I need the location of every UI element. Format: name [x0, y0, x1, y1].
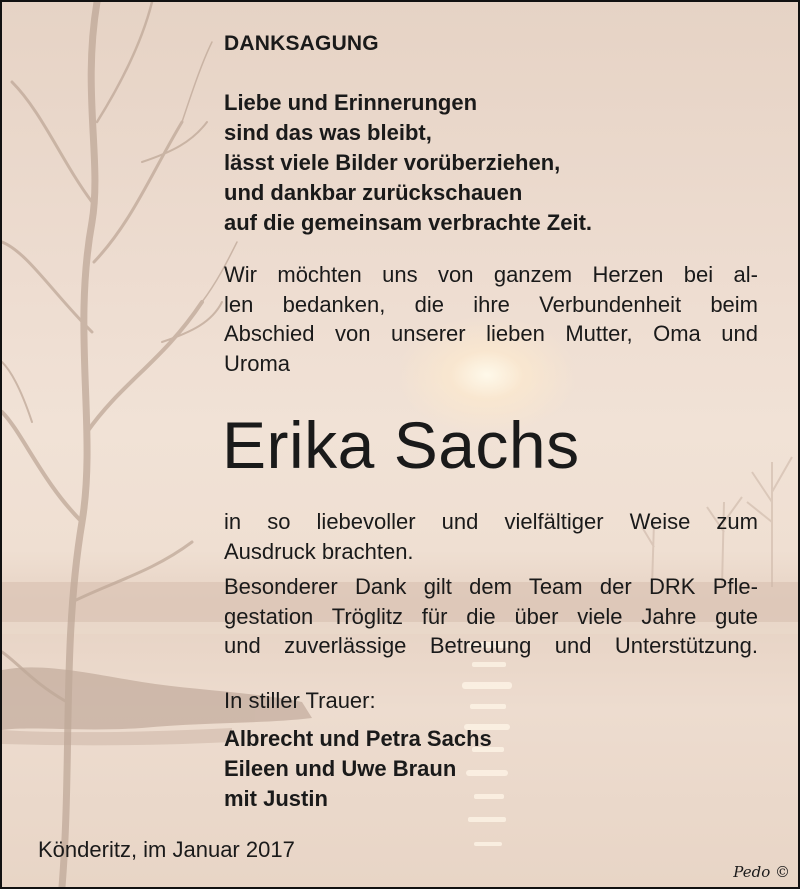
publisher-mark: Pedo © — [733, 863, 790, 881]
intro-line: Wir möchten uns von ganzem Herzen bei al- — [224, 262, 758, 287]
thanks-continuation — [224, 507, 758, 566]
mourner-name: Eileen und Uwe Braun — [224, 756, 457, 781]
continuation-line: in so liebevoller und vielfältiger Weise zum — [224, 509, 758, 534]
mourner-name: Albrecht und Petra Sachs — [224, 726, 492, 751]
poem-line: auf die gemeinsam verbrachte Zeit. — [224, 210, 593, 235]
deceased-name: Erika Sachs — [222, 408, 580, 482]
continuation-line: Ausdruck brachten. — [224, 538, 414, 564]
thanks-intro — [224, 260, 758, 378]
place-date: Könderitz, im Januar 2017 — [38, 837, 295, 862]
poem-line: lässt viele Bilder vorüberziehen, — [224, 150, 561, 175]
poem-line: Liebe und Erinnerungen — [224, 90, 478, 115]
notice-heading: DANKSAGUNG — [224, 32, 379, 55]
special-thanks-line: gestation Tröglitz für die über viele Jahre gute — [224, 603, 758, 629]
special-thanks-line: Besonderer Dank gilt dem Team der DRK Pfle- — [224, 574, 758, 599]
intro-line: Abschied von unserer lieben Mutter, Oma und — [224, 321, 758, 346]
intro-line: len bedanken, die ihre Verbundenheit beim — [224, 291, 758, 317]
mourner-name: mit Justin — [224, 786, 328, 811]
special-thanks — [224, 572, 758, 661]
notice-text — [2, 2, 798, 887]
poem-verse — [224, 88, 592, 238]
poem-line: sind das was bleibt, — [224, 120, 432, 145]
mourners-list — [224, 724, 492, 814]
special-thanks-line: und zuverlässige Betreuung und Unterstützung. — [224, 633, 758, 658]
mourning-label: In stiller Trauer: — [224, 688, 376, 713]
intro-line: Uroma — [224, 350, 291, 376]
poem-line: und dankbar zurückschauen — [224, 180, 523, 205]
